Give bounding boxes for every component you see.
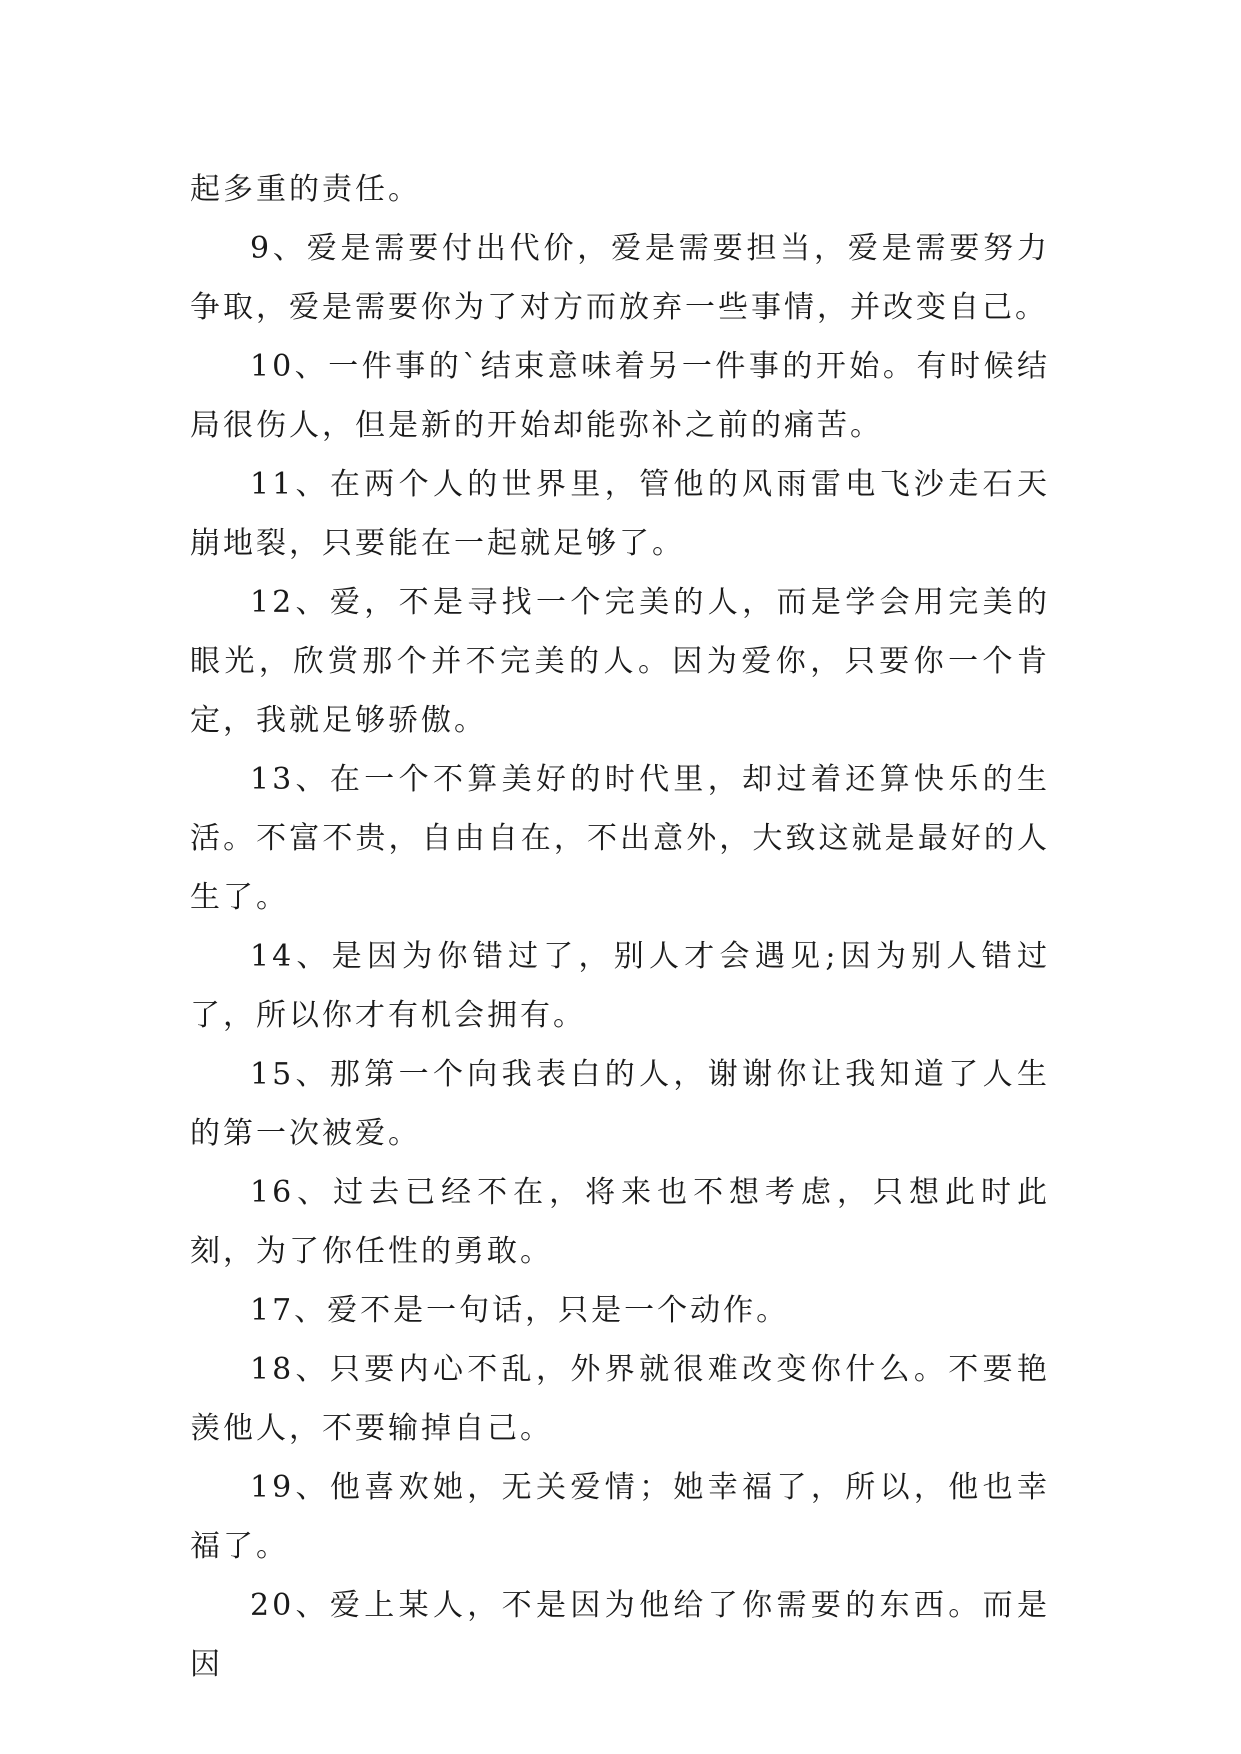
paragraph-item-12: 12、爱，不是寻找一个完美的人，而是学会用完美的眼光，欣赏那个并不完美的人。因为爱你，只要你一个肯定，我就足够骄傲。 (190, 585, 1050, 738)
paragraph-item-14: 14、是因为你错过了，别人才会遇见;因为别人错过了，所以你才有机会拥有。 (190, 939, 1050, 1033)
paragraph-item-20: 20、爱上某人，不是因为他给了你需要的东西。而是因 (190, 1588, 1050, 1682)
paragraph-item-10: 10、一件事的`结束意味着另一件事的开始。有时候结局很伤人，但是新的开始却能弥补之前的痛苦。 (190, 349, 1050, 443)
paragraph-item-11: 11、在两个人的世界里，管他的风雨雷电飞沙走石天崩地裂，只要能在一起就足够了。 (190, 467, 1050, 561)
document-body (190, 160, 1050, 1694)
paragraph-continuation: 起多重的责任。 (190, 172, 421, 207)
paragraph-item-13: 13、在一个不算美好的时代里，却过着还算快乐的生活。不富不贵，自由自在，不出意外，大致这就是最好的人生了。 (190, 762, 1050, 915)
paragraph-item-17: 17、爱不是一句话，只是一个动作。 (250, 1293, 790, 1328)
paragraph-item-9: 9、爱是需要付出代价，爱是需要担当，爱是需要努力争取，爱是需要你为了对方而放弃一些事情，并改变自己。 (190, 231, 1050, 325)
paragraph-item-15: 15、那第一个向我表白的人，谢谢你让我知道了人生的第一次被爱。 (190, 1057, 1050, 1151)
paragraph-item-18: 18、只要内心不乱，外界就很难改变你什么。不要艳羡他人，不要输掉自己。 (190, 1352, 1050, 1446)
paragraph-item-19: 19、他喜欢她，无关爱情；她幸福了，所以，他也幸福了。 (190, 1470, 1050, 1564)
paragraph-item-16: 16、过去已经不在，将来也不想考虑，只想此时此刻，为了你任性的勇敢。 (190, 1175, 1050, 1269)
